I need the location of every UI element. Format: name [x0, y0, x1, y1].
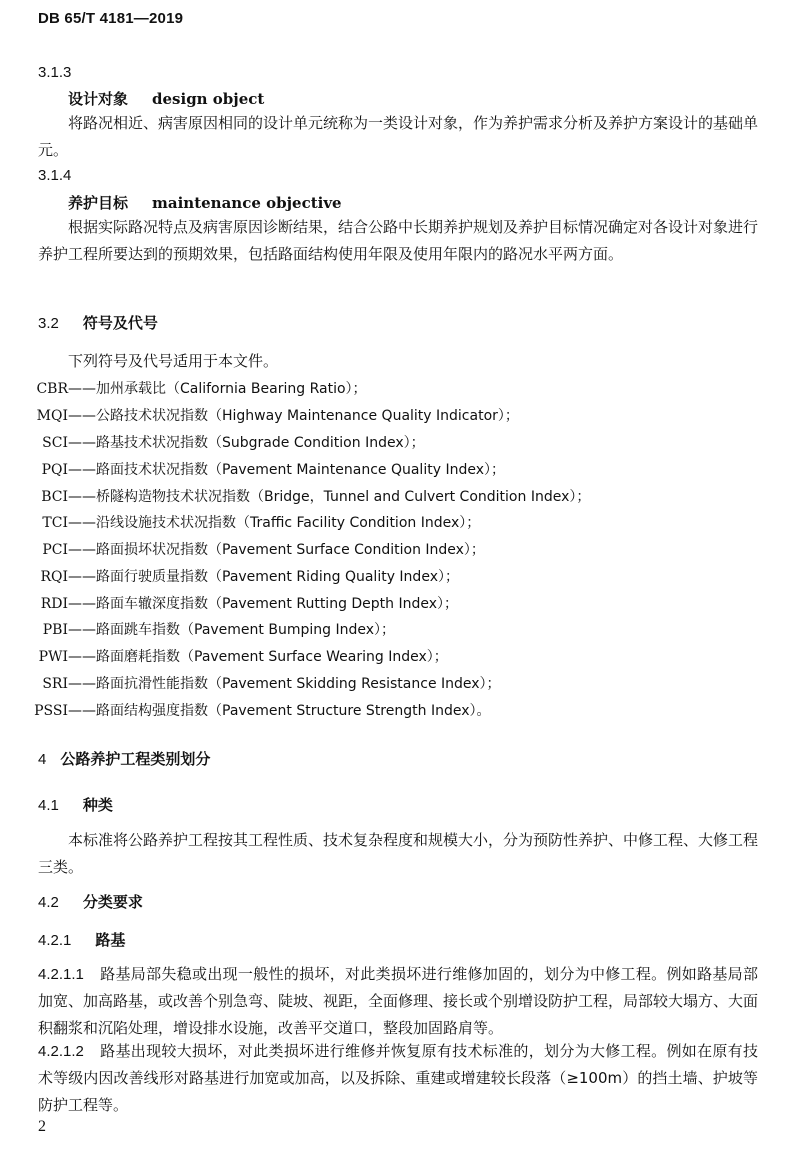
symbol-desc: ——路面结构强度指数（Pavement Structure Strength Index）。 [68, 703, 491, 719]
symbol-row [5, 646, 448, 666]
section-title: 种类 [82, 796, 113, 814]
section-number: 4.1 [38, 797, 59, 814]
symbol-code: SCI [42, 435, 68, 451]
symbol-code: PWI [38, 649, 68, 665]
symbol-row [5, 700, 490, 720]
symbol-code: RDI [40, 596, 68, 612]
symbols-intro: 下列符号及代号适用于本文件。 [68, 352, 279, 370]
term-en: maintenance objective [152, 194, 342, 212]
symbol-row [5, 566, 459, 586]
term-cn: 养护目标 [68, 194, 129, 212]
chapter-number: 4 [38, 751, 47, 768]
symbol-row [5, 405, 519, 425]
section-title: 符号及代号 [82, 314, 158, 332]
section-number: 4.2 [38, 894, 59, 911]
definition-maintenance-objective: 根据实际路况特点及病害原因诊断结果，结合公路中长期养护规划及养护目标情况确定对各设计对象进行养护工程所要达到的预期效果，包括路面结构使用年限及使用年限内的路况水平两方面。 [38, 218, 759, 263]
symbol-code: TCI [42, 515, 68, 531]
symbol-row [5, 512, 480, 532]
clause-number-3-1-3: 3.1.3 [38, 64, 72, 81]
symbol-code: PBI [42, 622, 68, 638]
symbol-desc: ——沿线设施技术状况指数（Traffic Facility Condition Index）； [68, 515, 481, 531]
subsection-number: 4.2.1 [38, 932, 72, 949]
symbol-code: SRI [42, 676, 68, 692]
symbol-desc: ——加州承载比（California Bearing Ratio）； [68, 381, 367, 397]
subsection-title: 路基 [95, 931, 126, 949]
symbol-row [5, 619, 395, 639]
section-number: 3.2 [38, 315, 59, 332]
symbol-code: CBR [36, 381, 68, 397]
clause-number: 4.2.1.2 [38, 1043, 84, 1060]
clause-4-2-1-1 [38, 961, 758, 1042]
symbol-code: PCI [42, 542, 68, 558]
symbol-desc: ——路面损坏状况指数（Pavement Surface Condition Index）； [68, 542, 485, 558]
symbol-row [5, 432, 425, 452]
term-maintenance-objective [68, 193, 342, 213]
symbol-desc: ——路面技术状况指数（Pavement Maintenance Quality Index）； [68, 462, 505, 478]
symbol-desc: ——路面行驶质量指数（Pavement Riding Quality Index）； [68, 569, 459, 585]
symbol-row [5, 459, 505, 479]
symbol-desc: ——路面车辙深度指数（Pavement Rutting Depth Index）； [68, 596, 459, 612]
section-heading-4-1 [38, 795, 113, 816]
page-number: 2 [38, 1118, 46, 1135]
document-header: DB 65/T 4181—2019 [38, 10, 184, 27]
symbol-desc: ——路面磨耗指数（Pavement Surface Wearing Index）； [68, 649, 448, 665]
symbol-code: PQI [41, 462, 68, 478]
term-design-object [68, 89, 264, 109]
symbol-desc: ——路面跳车指数（Pavement Bumping Index）； [68, 622, 395, 638]
symbol-desc: ——路基技术状况指数（Subgrade Condition Index）； [68, 435, 425, 451]
symbol-desc: ——桥隧构造物技术状况指数（Bridge，Tunnel and Culvert Condition Index）； [68, 489, 591, 505]
symbol-code: MQI [36, 408, 68, 424]
symbol-code: RQI [40, 569, 68, 585]
symbol-code: PSSI [34, 703, 68, 719]
term-cn: 设计对象 [68, 90, 129, 108]
symbol-row [5, 593, 458, 613]
definition-design-object: 将路况相近、病害原因相同的设计单元统称为一类设计对象，作为养护需求分析及养护方案设计的基础单元。 [38, 114, 759, 159]
symbol-row [5, 378, 367, 398]
clause-body: 路基局部失稳或出现一般性的损坏，对此类损坏进行维修加固的，划分为中修工程。例如路基局部加宽、加高路基，或改善个别急弯、陡坡、视距，全面修理、接长或个别增设防护工程，局部较大塌方、大面积翻浆和沉陷处理，增设排水设施，改善平交道口，整段加固路肩等。 [38, 965, 759, 1037]
term-en: design object [152, 90, 265, 108]
section-title: 分类要求 [82, 893, 143, 911]
chapter-heading-4 [38, 749, 210, 770]
symbol-desc: ——路面抗滑性能指数（Pavement Skidding Resistance Index）； [68, 676, 501, 692]
chapter-title: 公路养护工程类别划分 [60, 750, 211, 768]
clause-4-2-1-2 [38, 1038, 758, 1119]
symbol-row [5, 673, 501, 693]
section-heading-4-2 [38, 892, 143, 913]
symbol-row [5, 486, 590, 506]
section-heading-3-2 [38, 313, 158, 334]
clause-number-3-1-4: 3.1.4 [38, 167, 72, 184]
section-body-4-1: 本标准将公路养护工程按其工程性质、技术复杂程度和规模大小，分为预防性养护、中修工程、大修工程三类。 [38, 831, 759, 876]
subsection-heading-4-2-1 [38, 930, 125, 951]
clause-body: 路基出现较大损坏，对此类损坏进行维修并恢复原有技术标准的，划分为大修工程。例如在原有技术等级内因改善线形对路基进行加宽或加高，以及拆除、重建或增建较长段落（≥100m）的挡土墙、护坡等防护工程等。 [38, 1042, 758, 1114]
symbol-desc: ——公路技术状况指数（Highway Maintenance Quality Indicator）； [68, 408, 519, 424]
symbol-code: BCI [41, 489, 68, 505]
clause-number: 4.2.1.1 [38, 966, 84, 983]
symbol-row [5, 539, 485, 559]
